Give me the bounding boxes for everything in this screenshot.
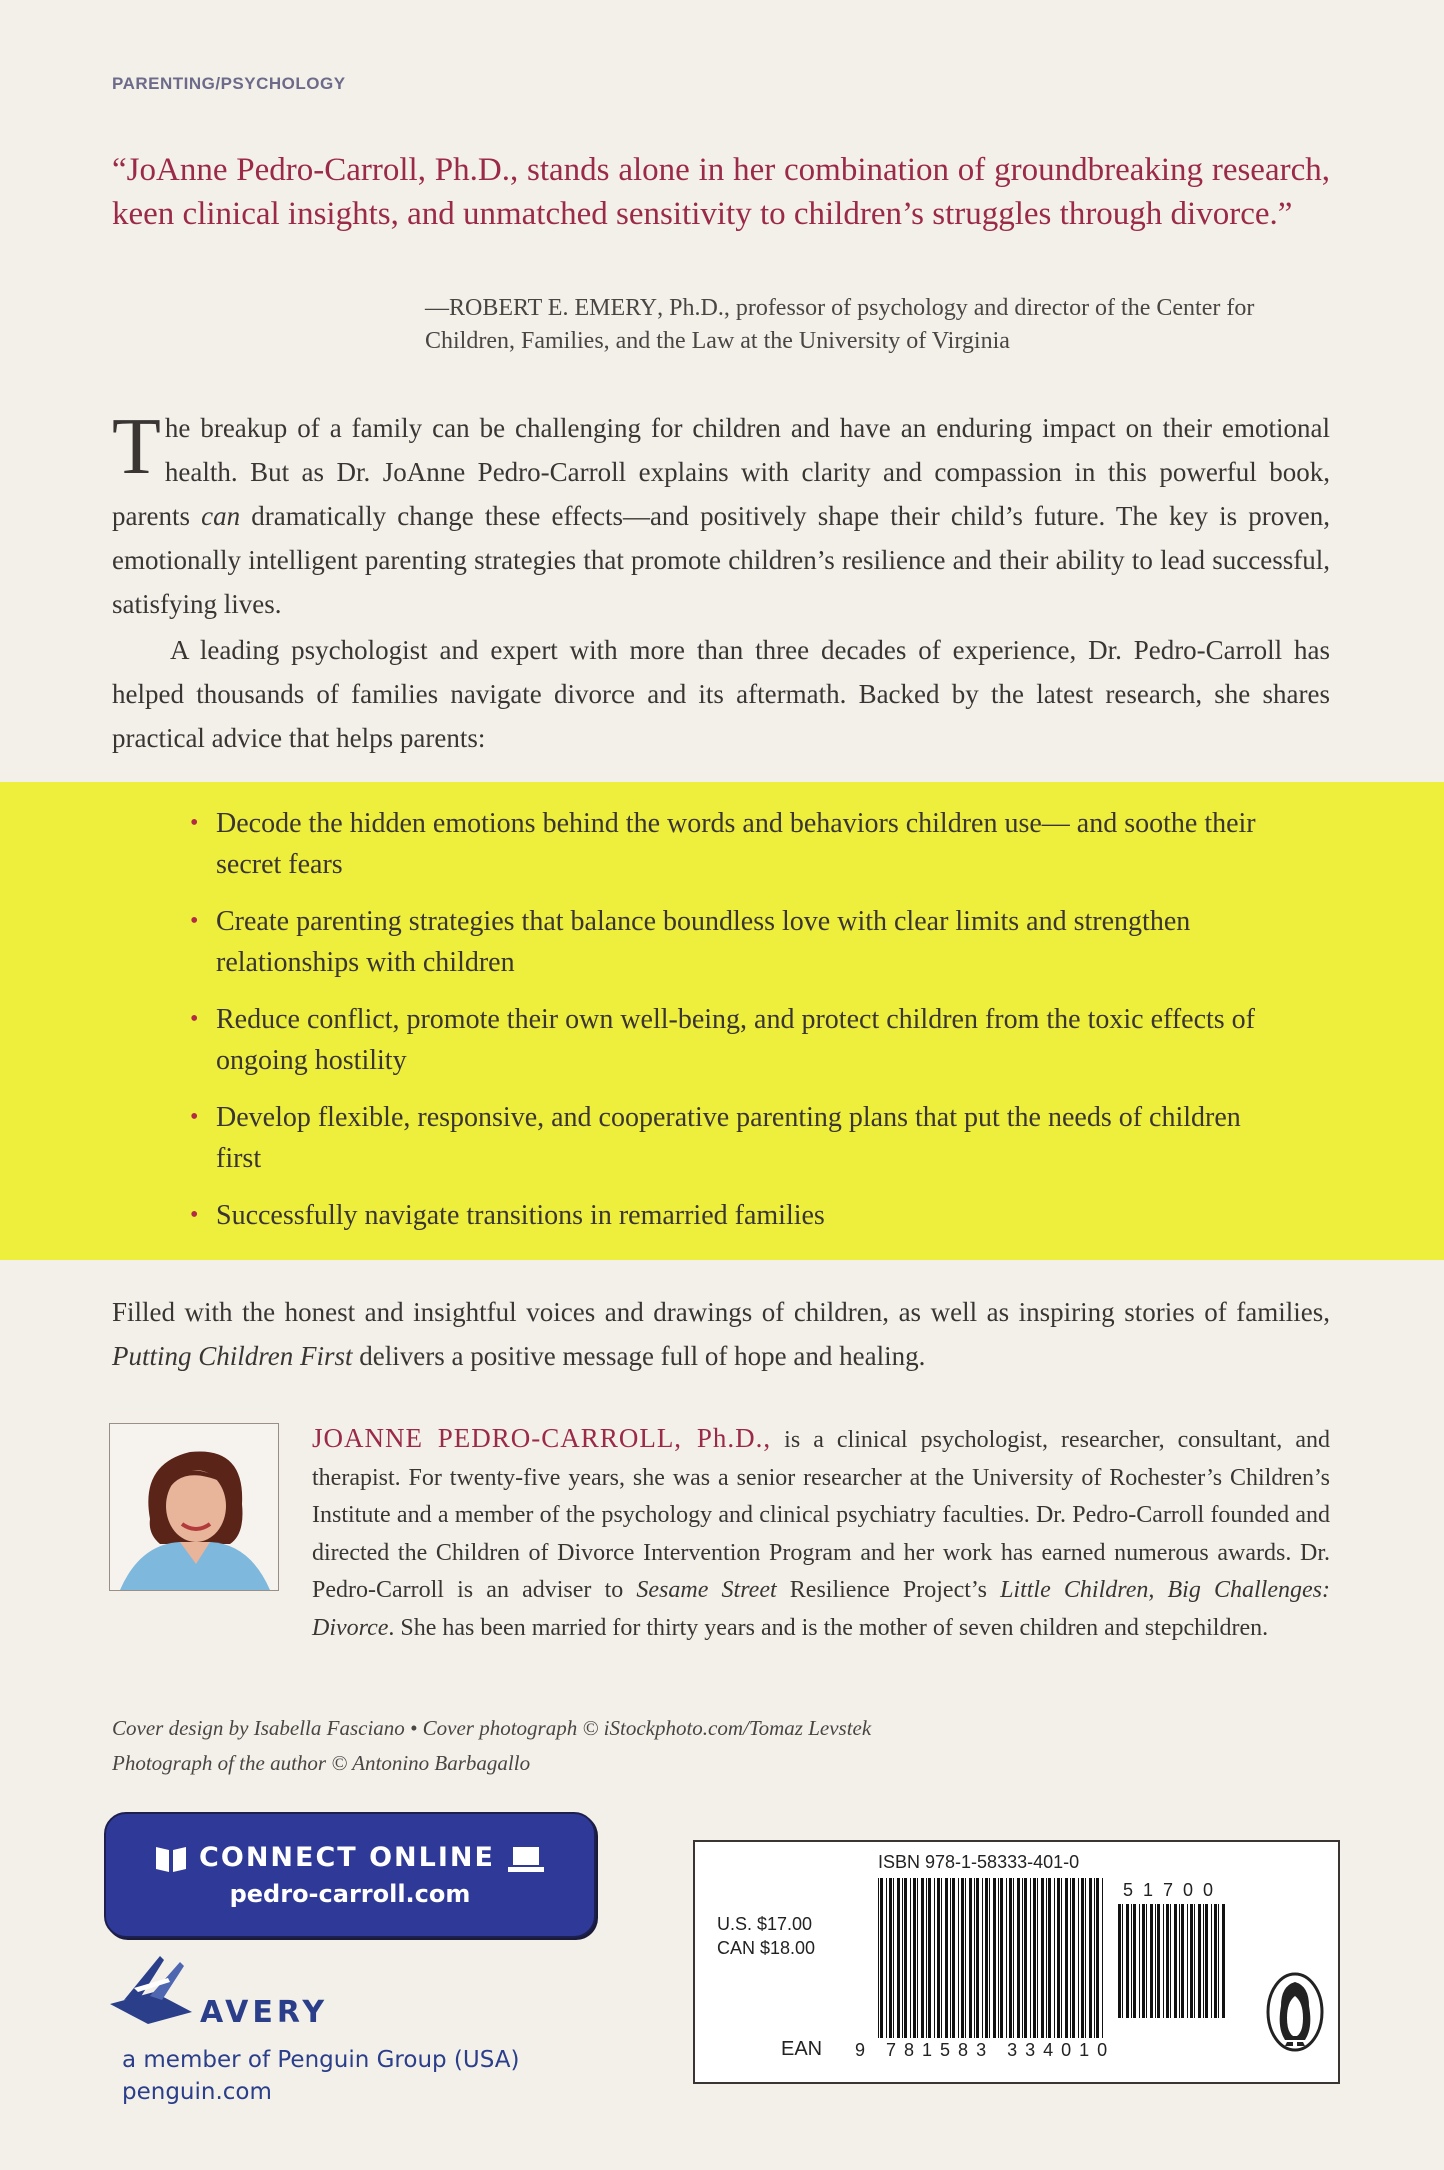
list-item-text: Decode the hidden emotions behind the words and behaviors children use— and soothe their secret fears bbox=[216, 808, 1256, 880]
barcode-bar bbox=[902, 1878, 903, 2038]
barcode-bar bbox=[1198, 1904, 1201, 2018]
list-item bbox=[190, 901, 1290, 983]
closing-text-a: Filled with the honest and insightful voices and drawings of children, as well as inspiring stories of families, bbox=[112, 1297, 1330, 1327]
barcode-bar bbox=[969, 1878, 972, 2038]
barcode-bar bbox=[1022, 1878, 1023, 2038]
barcode-bar bbox=[1041, 1878, 1044, 2038]
description bbox=[112, 403, 1331, 760]
barcode-bar bbox=[1046, 1878, 1047, 2038]
closing-text-b: delivers a positive message full of hope and healing. bbox=[352, 1341, 926, 1371]
barcode-bar bbox=[1057, 1878, 1060, 2038]
price-us: U.S. $17.00 bbox=[717, 1914, 813, 1934]
connect-url[interactable]: pedro-carroll.com bbox=[229, 1879, 471, 1908]
list-item bbox=[190, 1195, 1290, 1236]
barcode-bar bbox=[985, 1878, 988, 2038]
barcode-bar bbox=[1000, 1878, 1003, 2038]
publisher-logo-word: AVERY bbox=[200, 1995, 329, 2030]
photo-credit: Photograph of the author © Antonino Barbagallo bbox=[112, 1751, 531, 1775]
description-paragraph-1 bbox=[112, 403, 1331, 626]
barcode-bar bbox=[982, 1878, 983, 2038]
barcode-bar bbox=[1190, 1904, 1193, 2018]
barcode-bar bbox=[1174, 1904, 1177, 2018]
barcode-bar bbox=[1024, 1878, 1027, 2038]
closing-paragraph bbox=[112, 1290, 1330, 1378]
barcode-bar bbox=[1146, 1904, 1147, 2018]
barcode-bar bbox=[893, 1878, 894, 2038]
publisher-line: a member of Penguin Group (USA) bbox=[122, 2047, 520, 2073]
barcode-bar bbox=[976, 1878, 979, 2038]
barcode-bar bbox=[1078, 1878, 1079, 2038]
barcode-bar bbox=[1030, 1878, 1031, 2038]
drop-cap: T bbox=[112, 403, 161, 491]
publisher-info bbox=[122, 2044, 519, 2108]
barcode-bar bbox=[1096, 1878, 1099, 2038]
barcode-bar bbox=[1089, 1878, 1092, 2038]
barcode-bar bbox=[1102, 1878, 1103, 2038]
barcode-bar bbox=[965, 1878, 966, 2038]
description-text-a: he breakup of a family can be challenging for children and have an enduring impact on their emotional health. But as Dr. JoAnne Pedro-Carroll explains with clarity and compassion in this powerful book, parents bbox=[112, 413, 1330, 531]
barcode-bar bbox=[945, 1878, 948, 2038]
penguin-logo-icon bbox=[1265, 1972, 1325, 2052]
barcode-bar bbox=[1150, 1904, 1153, 2018]
barcode-panel bbox=[693, 1840, 1340, 2084]
description-text-b: dramatically change these effects—and positively shape their child’s future. The key is proven, emotionally intelligent parenting strategies that promote children’s resilience and their ability to lead successful, satisfying lives. bbox=[112, 501, 1331, 619]
barcode-bar bbox=[1054, 1878, 1055, 2038]
barcode-bar bbox=[993, 1878, 996, 2038]
ean-number: 9 781583 334010 bbox=[855, 2040, 1116, 2060]
connect-title: CONNECT ONLINE bbox=[199, 1842, 495, 1873]
barcode-bar bbox=[1094, 1878, 1095, 2038]
barcode-bar bbox=[1065, 1878, 1068, 2038]
barcode-bar bbox=[1013, 1878, 1014, 2038]
barcode-bar bbox=[1118, 1904, 1121, 2018]
barcode-bar bbox=[1061, 1878, 1062, 2038]
bullet-icon: • bbox=[190, 810, 199, 836]
barcode-bar bbox=[1017, 1878, 1020, 2038]
barcode-bar bbox=[1085, 1878, 1086, 2038]
book-title: Putting Children First bbox=[112, 1341, 353, 1371]
barcode-bar bbox=[941, 1878, 942, 2038]
barcode-bar bbox=[1139, 1904, 1140, 2018]
barcode-bar bbox=[913, 1878, 916, 2038]
list-item bbox=[190, 999, 1290, 1081]
barcode-bar bbox=[928, 1878, 931, 2038]
barcode-bar bbox=[1142, 1904, 1145, 2018]
barcode-bar bbox=[1081, 1878, 1084, 2038]
barcode-bar bbox=[889, 1878, 892, 2038]
barcode-bar bbox=[1214, 1904, 1217, 2018]
barcode-bar bbox=[1033, 1878, 1036, 2038]
ean-label: EAN bbox=[781, 2038, 823, 2060]
description-paragraph-2: A leading psychologist and expert with more than three decades of experience, Dr. Pedro-Carroll has helped thousands of families navigate divorce and its aftermath. Backed by the latest research, she shares practical advice that helps parents: bbox=[112, 635, 1330, 753]
barcode-bar bbox=[952, 1878, 955, 2038]
bio-text-a: is a clinical psychologist, researcher, consultant, and therapist. For twenty-five years, she was a senior researcher at the University of Rochester’s Children’s Institute and a member of the psychology and clinical psychiatry faculties. Dr. Pedro-Carroll founded and directed the Children of Divorce Intervention Program and her work has earned numerous awards. Dr. Pedro-Carroll is an adviser to bbox=[312, 1427, 1330, 1604]
barcode-bar bbox=[1122, 1904, 1123, 2018]
barcode-bar bbox=[989, 1878, 990, 2038]
barcode-bar bbox=[1157, 1904, 1160, 2018]
attribution-dash: — bbox=[425, 295, 449, 321]
laptop-icon bbox=[506, 1844, 546, 1874]
barcode-bar bbox=[1222, 1904, 1225, 2018]
bio-emphasis-2: Little Children, Big Challenges: Divorce bbox=[312, 1577, 1330, 1641]
author-name: JOANNE PEDRO-CARROLL, Ph.D., bbox=[312, 1423, 772, 1453]
publisher-website: penguin.com bbox=[122, 2079, 272, 2105]
barcode-bar bbox=[1205, 1904, 1208, 2018]
barcode-bar bbox=[1170, 1904, 1171, 2018]
description-emphasis: can bbox=[201, 501, 241, 531]
barcode-bar bbox=[897, 1878, 900, 2038]
connect-title-row bbox=[106, 1842, 594, 1874]
barcode-bar bbox=[910, 1878, 911, 2038]
quote-attribution bbox=[425, 292, 1330, 358]
barcode-bar bbox=[1133, 1904, 1136, 2018]
list-item-text: Successfully navigate transitions in remarried families bbox=[216, 1200, 825, 1231]
bullet-icon: • bbox=[190, 908, 199, 934]
barcode-bar bbox=[921, 1878, 924, 2038]
barcode-bar bbox=[1155, 1904, 1156, 2018]
price-code: 51700 bbox=[1123, 1880, 1224, 1900]
barcode-bar bbox=[904, 1878, 907, 2038]
bio-text-b: Resilience Project’s bbox=[776, 1577, 1001, 1604]
ean-barcode-icon bbox=[878, 1878, 1108, 2038]
list-item-text: Create parenting strategies that balance boundless love with clear limits and strengthen relationships with children bbox=[216, 906, 1191, 978]
barcode-bar bbox=[1181, 1904, 1184, 2018]
barcode-bar bbox=[1048, 1878, 1051, 2038]
barcode-bar bbox=[974, 1878, 975, 2038]
bullet-icon: • bbox=[190, 1202, 199, 1228]
barcode-bar bbox=[1211, 1904, 1212, 2018]
barcode-bar bbox=[958, 1878, 959, 2038]
list-item bbox=[190, 1097, 1290, 1179]
author-bio bbox=[112, 1420, 1330, 1648]
barcode-bar bbox=[1166, 1904, 1169, 2018]
barcode-bar bbox=[926, 1878, 927, 2038]
barcode-bar bbox=[1006, 1878, 1007, 2038]
barcode-bar bbox=[1037, 1878, 1038, 2038]
barcode-bar bbox=[878, 1878, 879, 2038]
barcode-bar bbox=[1179, 1904, 1180, 2018]
book-icon bbox=[154, 1844, 188, 1874]
barcode-bar bbox=[1072, 1878, 1075, 2038]
isbn-number: ISBN 978-1-58333-401-0 bbox=[878, 1852, 1080, 1872]
attribution-rest: , Ph.D., professor of psychology and director of the Center for Children, Families, and the Law at the University of Virginia bbox=[425, 295, 1255, 354]
barcode-bar bbox=[1187, 1904, 1188, 2018]
barcode-bar bbox=[1126, 1904, 1129, 2018]
barcode-bar bbox=[1218, 1904, 1219, 2018]
list-item bbox=[190, 803, 1290, 885]
credits bbox=[112, 1711, 1212, 1781]
list-item-text: Develop flexible, responsive, and cooperative parenting plans that put the needs of children first bbox=[216, 1102, 1241, 1174]
avery-logo-icon bbox=[104, 1952, 200, 2032]
barcode-bar bbox=[950, 1878, 951, 2038]
barcode-bar bbox=[917, 1878, 918, 2038]
endorsement-quote: “JoAnne Pedro-Carroll, Ph.D., stands alone in her combination of groundbreaking research, keen clinical insights, and unmatched sensitivity to children’s struggles through divorce.” bbox=[112, 152, 1330, 232]
barcode-bar bbox=[1203, 1904, 1204, 2018]
bio-text-c: . She has been married for thirty years and is the mother of seven children and stepchildren. bbox=[388, 1614, 1269, 1641]
barcode-bar bbox=[961, 1878, 964, 2038]
barcode-bar bbox=[998, 1878, 999, 2038]
cover-credit: Cover design by Isabella Fasciano • Cover photograph © iStockphoto.com/Tomaz Levstek bbox=[112, 1716, 872, 1740]
list-item-text: Reduce conflict, promote their own well-being, and protect children from the toxic effects of ongoing hostility bbox=[216, 1004, 1256, 1076]
barcode-bar bbox=[886, 1878, 887, 2038]
category-label: PARENTING/PSYCHOLOGY bbox=[112, 74, 346, 93]
attribution-name: ROBERT E. EMERY bbox=[449, 295, 658, 321]
price-can: CAN $18.00 bbox=[717, 1938, 816, 1958]
barcode-bar bbox=[1163, 1904, 1164, 2018]
bullet-icon: • bbox=[190, 1104, 199, 1130]
bullet-icon: • bbox=[190, 1006, 199, 1032]
barcode-bar bbox=[880, 1878, 883, 2038]
price-barcode-icon bbox=[1118, 1904, 1228, 2018]
barcode-bar bbox=[1009, 1878, 1012, 2038]
barcode-bar bbox=[1194, 1904, 1195, 2018]
barcode-bar bbox=[937, 1878, 940, 2038]
barcode-bar bbox=[934, 1878, 935, 2038]
bio-emphasis-1: Sesame Street bbox=[636, 1577, 777, 1604]
benefit-list bbox=[190, 803, 1290, 1252]
barcode-bar bbox=[1070, 1878, 1071, 2038]
connect-online-button[interactable] bbox=[104, 1812, 596, 1938]
barcode-bar bbox=[1131, 1904, 1132, 2018]
